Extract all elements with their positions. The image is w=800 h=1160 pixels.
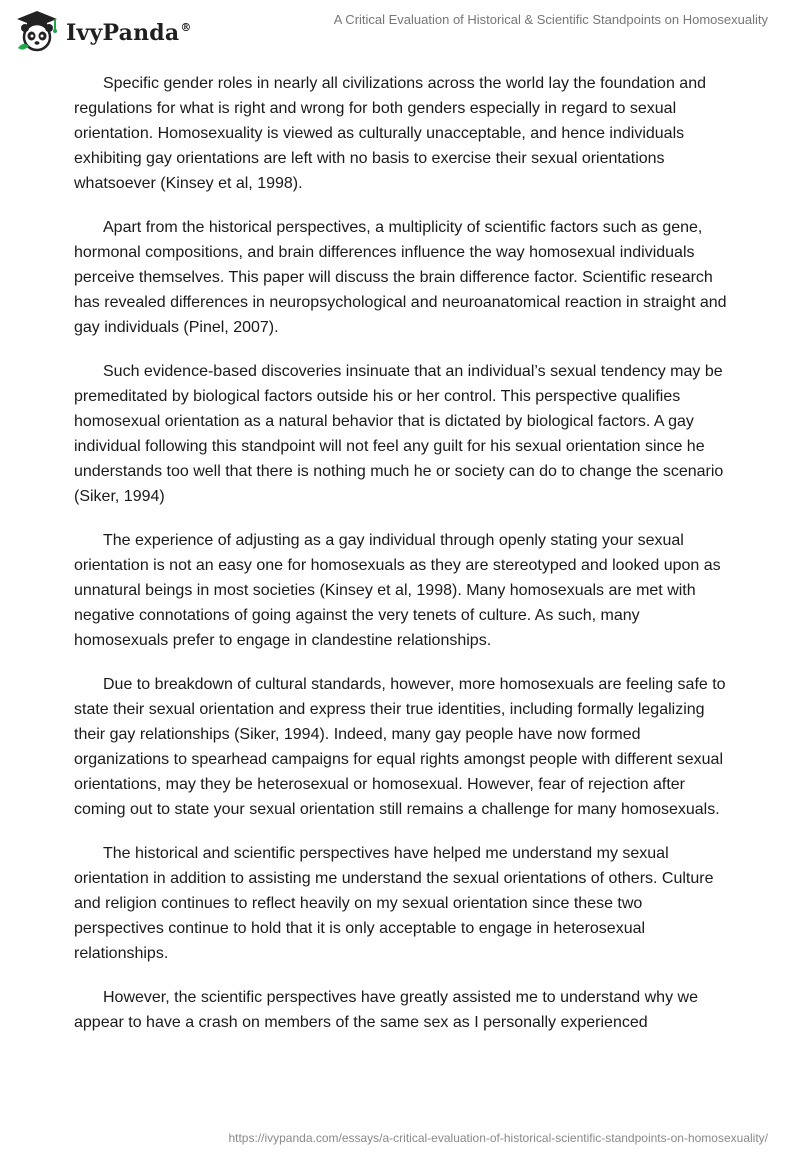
- brand-name: IvyPanda®: [66, 20, 192, 46]
- essay-paragraph: Specific gender roles in nearly all civilizations across the world lay the foundation and regulations for what is right and wrong for both genders especially in regard to sexual orientation. Homosexuality is viewed as culturally unacceptable, and hence individuals exhibiting gay orientations are left with no basis to exercise their sexual orientations whatsoever (Kinsey et al, 1998).: [74, 75, 706, 192]
- essay-paragraph: Due to breakdown of cultural standards, however, more homosexuals are feeling safe to state their sexual orientation and express their true identities, including formally legalizing their gay relationships (Siker, 1994). Indeed, many gay people have now formed organizations to spearhead campaigns for equal rights amongst people with different sexual orientations, may they be heterosexual or homosexual. However, fear of rejection after coming out to state your sexual orientation still remains a challenge for many homosexuals.: [74, 676, 726, 818]
- essay-paragraph: Such evidence-based discoveries insinuate that an individual’s sexual tendency may be premeditated by biological factors outside his or her control. This perspective qualifies homosexual orientation as a natural behavior that is dictated by biological factors. A gay individual following this standpoint will not feel any guilt for his sexual orientation since he understands too well that there is nothing much he or society can do to change the scenario (Siker, 1994): [74, 363, 724, 505]
- essay-paragraph: The historical and scientific perspectives have helped me understand my sexual orientation in addition to assisting me understand the sexual orientations of others. Culture and religion continues to reflect heavily on my sexual orientation since these two perspectives continue to hold that it is only acceptable to engage in heterosexual relationships.: [74, 845, 714, 962]
- panda-graduate-icon: [14, 8, 60, 54]
- essay-paragraph: However, the scientific perspectives have greatly assisted me to understand why we appear to have a crash on members of the same sex as I personally experienced: [74, 989, 698, 1031]
- source-url[interactable]: https://ivypanda.com/essays/a-critical-evaluation-of-historical-scientific-standpoints-on-homosexuality/: [228, 1131, 768, 1145]
- essay-paragraph: Apart from the historical perspectives, a multiplicity of scientific factors such as gene, hormonal compositions, and brain differences influence the way homosexual individuals perceive themselves. This paper will discuss the brain difference factor. Scientific research has revealed differences in neuropsychological and neuroanatomical reaction in straight and gay individuals (Pinel, 2007).: [74, 219, 727, 336]
- essay-body: [74, 71, 734, 1054]
- page-header: [0, 0, 800, 60]
- essay-paragraph: The experience of adjusting as a gay individual through openly stating your sexual orientation is not an easy one for homosexuals as they are stereotyped and looked upon as unnatural beings in most societies (Kinsey et al, 1998). Many homosexuals are met with negative connotations of going against the very tenets of culture. As such, many homosexuals prefer to engage in clandestine relationships.: [74, 532, 721, 649]
- document-title: A Critical Evaluation of Historical & Scientific Standpoints on Homosexuality: [333, 12, 768, 27]
- brand-logo[interactable]: [14, 8, 192, 54]
- registered-mark: ®: [180, 21, 192, 34]
